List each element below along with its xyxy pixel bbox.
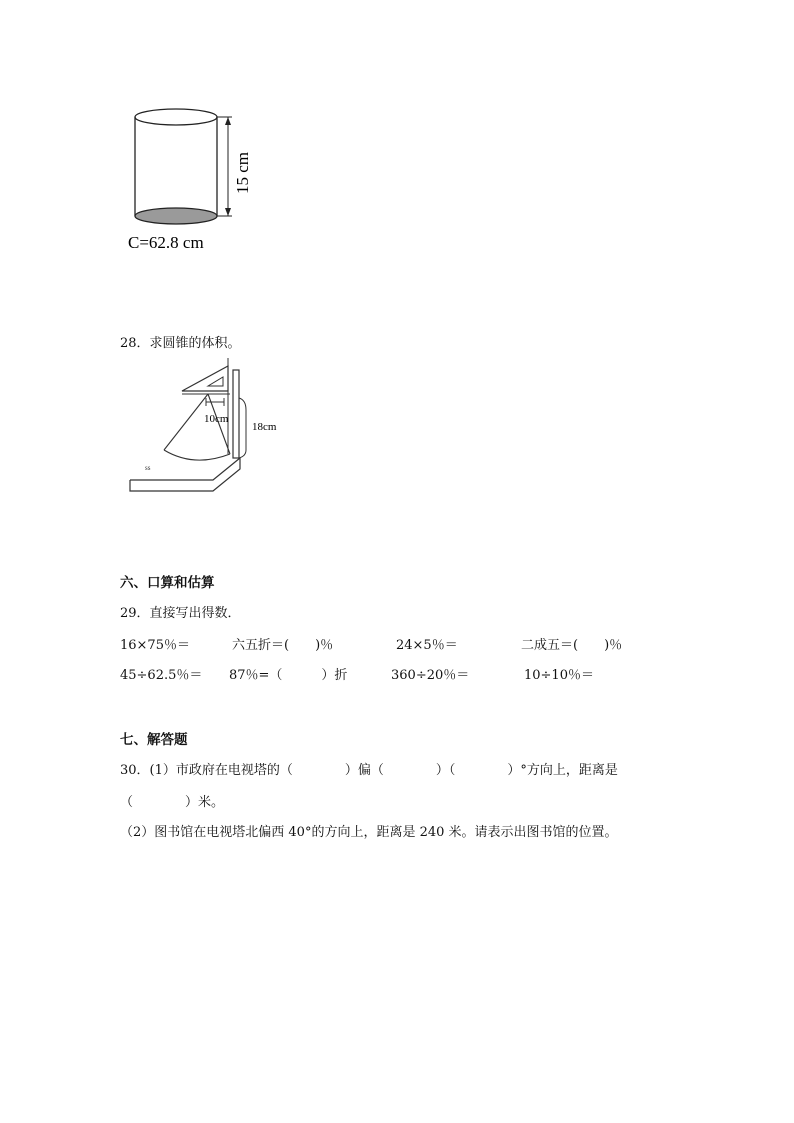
question-30-line-1: 30．(1）市政府在电视塔的（ ）偏（ ）（ ）°方向上，距离是 <box>120 763 618 778</box>
height-arrow-bottom <box>225 208 231 216</box>
floor-edge-bottom <box>130 458 240 491</box>
floor-mark: ss <box>145 464 151 472</box>
height-arrow-top <box>225 117 231 125</box>
question-28-text: 28．求圆锥的体积。 <box>120 336 241 351</box>
calc-2-1: 45÷62.5％＝ <box>120 668 203 683</box>
cylinder-figure <box>120 100 270 260</box>
radius-label: 10cm <box>204 413 229 425</box>
calc-2-3: 360÷20％＝ <box>391 668 470 683</box>
cylinder-base-ellipse <box>135 208 217 224</box>
section-6-heading: 六、口算和估算 <box>120 575 215 591</box>
vertical-stand <box>233 370 239 458</box>
cone-left-side <box>164 394 208 450</box>
cylinder-top-ellipse <box>135 109 217 125</box>
calc-1-2: 六五折＝( )％ <box>232 638 334 653</box>
section-7-heading: 七、解答题 <box>120 732 188 748</box>
calc-2-2: 87％=（ ）折 <box>229 668 348 683</box>
circumference-label: C=62.8 cm <box>128 233 204 252</box>
calc-1-3: 24×5％＝ <box>396 638 458 653</box>
height-18-label: 18cm <box>252 421 277 433</box>
calc-1-1: 16×75％＝ <box>120 638 190 653</box>
calc-2-4: 10÷10％＝ <box>524 668 594 683</box>
triangle-ruler-inner <box>208 377 223 386</box>
cone-base-arc <box>164 450 230 460</box>
cone-figure <box>120 358 300 498</box>
question-29-text: 29．直接写出得数． <box>120 606 241 621</box>
height-label: 15 cm <box>233 151 252 194</box>
height-bracket <box>239 398 246 458</box>
question-30-line-2: （ ）米。 <box>120 795 225 810</box>
calc-1-4: 二成五＝( )％ <box>521 638 623 653</box>
question-30-line-3: （2）图书馆在电视塔北偏西 40°的方向上，距离是 240 米。请表示出图书馆的位置。 <box>120 825 618 840</box>
